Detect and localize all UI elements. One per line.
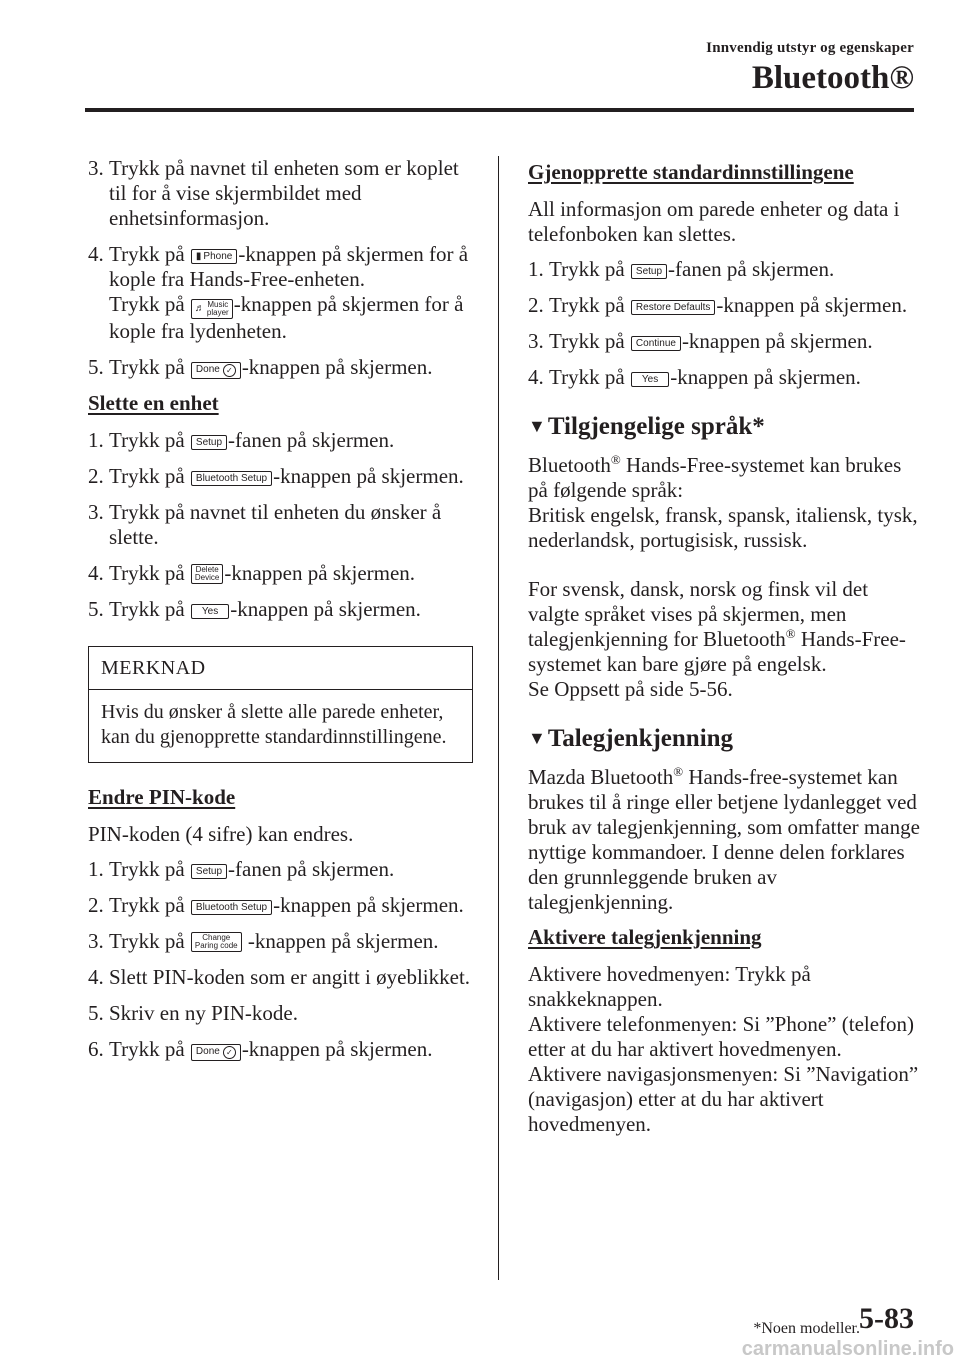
step-number: 3.	[88, 500, 104, 524]
triangle-icon: ▼	[528, 416, 546, 436]
step-text: Trykk på Delete Device -knappen på skjermen.	[109, 561, 416, 585]
paragraph: Bluetooth® Hands-Free-systemet kan brukes på følgende språk: Britisk engelsk, fransk, spansk, italiensk, tysk, nederlandsk, portugisisk, russisk.	[528, 452, 918, 552]
setup-tab: Setup	[191, 864, 227, 879]
subsection-heading: Slette en enhet	[88, 391, 219, 415]
step-number: 2.	[528, 293, 544, 317]
note-body: Hvis du ønsker å slette alle parede enheter, kan du gjenopprette standardinnstillingene.	[101, 701, 447, 748]
check-icon: ✓	[223, 1046, 236, 1059]
yes-button: Yes	[191, 604, 229, 619]
music-player-button: ♬ Music player	[191, 299, 233, 319]
delete-device-button: Delete Device	[191, 564, 223, 584]
section-heading: ▼ Talegjenkjenning	[528, 725, 734, 752]
step-text: Skriv en ny PIN-kode.	[109, 1001, 298, 1025]
list-item	[88, 965, 473, 990]
triangle-icon: ▼	[528, 728, 546, 748]
list-item	[88, 242, 473, 344]
paragraph: For svensk, dansk, norsk og finsk vil det valgte språket vises på skjermen, men talegjenkjenning for Bluetooth® Hands-Free-systemet kan bare gjøre på engelsk. Se Oppsett på side 5-56.	[528, 577, 906, 701]
done-button: Done ✓	[191, 362, 241, 379]
step-text: Trykk på Bluetooth Setup -knappen på skjermen.	[109, 893, 464, 917]
step-text: Trykk på Done ✓ -knappen på skjermen.	[109, 355, 433, 379]
subsection-heading: Endre PIN-kode	[88, 785, 236, 809]
continue-button: Continue	[631, 336, 681, 351]
step-number: 6.	[88, 1037, 104, 1061]
setup-tab: Setup	[191, 435, 227, 450]
step-text: Trykk på Yes -knappen på skjermen.	[109, 597, 421, 621]
list-item	[88, 561, 473, 586]
step-number: 4.	[88, 965, 104, 989]
step-number: 1.	[528, 257, 544, 281]
step-number: 4.	[88, 561, 104, 585]
page-number: 5-83	[859, 1302, 914, 1335]
list-item	[88, 1001, 473, 1026]
list-item	[528, 293, 920, 318]
step-number: 1.	[88, 857, 104, 881]
paragraph: Mazda Bluetooth® Hands-free-systemet kan brukes til å ringe eller betjene lydanlegget ved bruk av talegjenkjenning, som omfatter mange nyttige kommandoer. I denne delen forklares den grunnleggende bruken av talegjenkjenning.	[528, 764, 920, 914]
step-text: Trykk på Continue -knappen på skjermen.	[549, 329, 873, 353]
step-number: 3.	[528, 329, 544, 353]
page-title: Bluetooth®	[751, 60, 914, 96]
list-item	[88, 857, 473, 882]
step-text: Trykk på Setup -fanen på skjermen.	[109, 857, 395, 881]
step-number: 5.	[88, 355, 104, 379]
step-number: 5.	[88, 597, 104, 621]
subsection-heading: Aktivere talegjenkjenning	[528, 925, 762, 949]
right-column	[528, 156, 920, 1147]
step-text: Trykk på Change Paring code -knappen på skjermen.	[109, 929, 439, 953]
list-item	[88, 156, 473, 231]
phone-icon: ▮	[195, 251, 202, 262]
phone-button: ▮ Phone	[191, 249, 237, 264]
music-icon: ♬	[194, 303, 205, 314]
step-text: Trykk på Yes -knappen på skjermen.	[549, 365, 861, 389]
setup-tab: Setup	[631, 264, 667, 279]
section-subtitle: Innvendig utstyr og egenskaper	[706, 40, 914, 56]
list-item	[88, 929, 473, 954]
step-text: Trykk på navnet til enheten du ønsker å slette.	[109, 500, 442, 549]
left-column	[88, 156, 473, 1073]
step-number: 5.	[88, 1001, 104, 1025]
step-number: 1.	[88, 428, 104, 452]
step-number: 3.	[88, 929, 104, 953]
step-number: 4.	[88, 242, 104, 266]
subsection-heading: Gjenopprette standardinnstillingene	[528, 160, 854, 184]
bluetooth-setup-button: Bluetooth Setup	[191, 471, 272, 486]
step-text: Trykk på ▮ Phone -knappen på skjermen for å kople fra Hands-Free-enheten. Trykk på ♬ Music player -knappen på skjermen for å kople fra lydenheten.	[109, 242, 469, 343]
header-rule	[85, 108, 914, 112]
list-item	[88, 597, 473, 622]
step-text: Trykk på navnet til enheten som er koplet til for å vise skjermbildet med enhetsinformasjon.	[109, 156, 459, 230]
step-text: Trykk på Setup -fanen på skjermen.	[109, 428, 395, 452]
bluetooth-setup-button: Bluetooth Setup	[191, 900, 272, 915]
step-number: 2.	[88, 893, 104, 917]
list-item	[88, 500, 473, 550]
step-text: Trykk på Done ✓ -knappen på skjermen.	[109, 1037, 433, 1061]
column-divider	[498, 156, 499, 1280]
list-item	[88, 464, 473, 489]
list-item	[528, 365, 920, 390]
check-icon: ✓	[223, 364, 236, 377]
step-text: Trykk på Restore Defaults -knappen på skjermen.	[549, 293, 908, 317]
step-text: Slett PIN-koden som er angitt i øyeblikket.	[109, 965, 471, 989]
list-item	[88, 893, 473, 918]
list-item	[88, 1037, 473, 1062]
step-number: 4.	[528, 365, 544, 389]
list-item	[528, 257, 920, 282]
watermark: carmanualsonline.info	[741, 1338, 954, 1360]
step-number: 3.	[88, 156, 104, 180]
paragraph: Aktivere hovedmenyen: Trykk på snakkeknappen. Aktivere telefonmenyen: Si ”Phone” (telefon) etter at du har aktivert hovedmenyen. Aktivere navigasjonsmenyen: Si ”Navigation” (navigasjon) etter at du har aktivert hovedmenyen.	[528, 962, 919, 1136]
change-paring-code-button: Change Paring code	[191, 932, 242, 952]
step-text: Trykk på Setup -fanen på skjermen.	[549, 257, 835, 281]
paragraph: PIN-koden (4 sifre) kan endres.	[88, 822, 354, 846]
yes-button: Yes	[631, 372, 669, 387]
list-item	[88, 428, 473, 453]
step-number: 2.	[88, 464, 104, 488]
footnote: *Noen modeller.	[753, 1320, 860, 1337]
step-text: Trykk på Bluetooth Setup -knappen på skjermen.	[109, 464, 464, 488]
list-item	[528, 329, 920, 354]
list-item	[88, 355, 473, 380]
note-box	[88, 646, 473, 763]
section-heading: ▼ Tilgjengelige språk*	[528, 413, 765, 440]
done-button: Done ✓	[191, 1044, 241, 1061]
note-title: MERKNAD	[89, 647, 472, 690]
paragraph: All informasjon om parede enheter og data i telefonboken kan slettes.	[528, 197, 900, 246]
restore-defaults-button: Restore Defaults	[631, 300, 715, 315]
